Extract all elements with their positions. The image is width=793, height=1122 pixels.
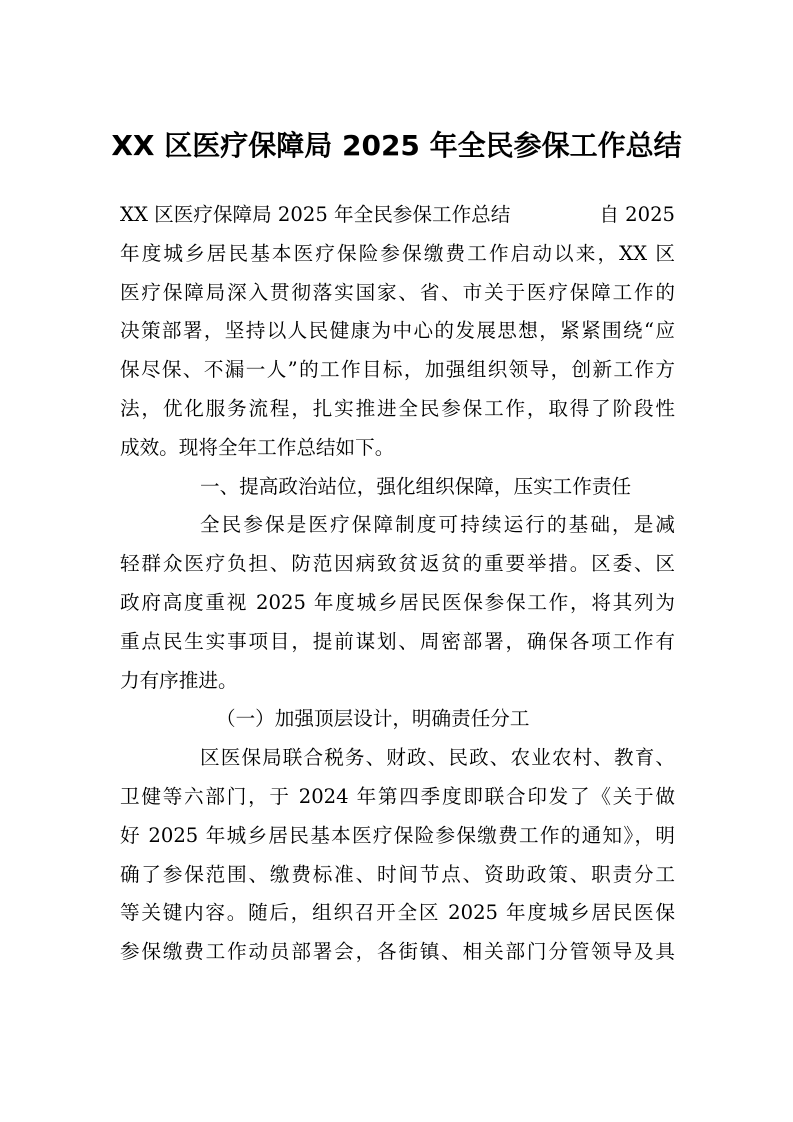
paragraph-line: 决策部署，坚持以人民健康为中心的发展思想，紧紧围绕“应: [120, 319, 675, 343]
paragraph-line: 好 2025 年城乡居民基本医疗保险参保缴费工作的通知》，明: [120, 823, 675, 847]
intro-line: [120, 196, 675, 235]
subsection-heading: （一）加强顶层设计，明确责任分工: [216, 707, 530, 731]
paragraph-line: 重点民生实事项目，提前谋划、周密部署，确保各项工作有: [120, 629, 675, 653]
paragraph-line: 政府高度重视 2025 年度城乡居民医保参保工作，将其列为: [120, 590, 675, 614]
paragraph-line: 确了参保范围、缴费标准、时间节点、资助政策、职责分工: [120, 862, 675, 886]
paragraph-line: 法，优化服务流程，扎实推进全民参保工作，取得了阶段性: [120, 396, 675, 420]
paragraph-line: 参保缴费工作动员部署会，各街镇、相关部门分管领导及具: [120, 940, 675, 964]
section-heading: 一、提高政治站位，强化组织保障，压实工作责任: [200, 474, 632, 498]
paragraph-line: 区医保局联合税务、财政、民政、农业农村、教育、: [200, 746, 675, 770]
paragraph-line: 轻群众医疗负担、防范因病致贫返贫的重要举措。区委、区: [120, 552, 675, 576]
intro-start-text: 自 2025: [599, 203, 675, 226]
paragraph-line: 卫健等六部门，于 2024 年第四季度即联合印发了《关于做: [120, 784, 675, 808]
paragraph-line: 医疗保障局深入贯彻落实国家、省、市关于医疗保障工作的: [120, 280, 675, 304]
paragraph-line: 力有序推进。: [120, 668, 238, 692]
paragraph-line: 等关键内容。随后，组织召开全区 2025 年度城乡居民医保: [120, 901, 675, 925]
paragraph-line: 保尽保、不漏一人”的工作目标，加强组织领导，创新工作方: [120, 358, 675, 382]
paragraph-line: 全民参保是医疗保障制度可持续运行的基础，是减: [200, 513, 675, 537]
document-title: XX 区医疗保障局 2025 年全民参保工作总结: [111, 129, 682, 162]
paragraph-line: 成效。现将全年工作总结如下。: [120, 435, 395, 459]
document-body: [120, 196, 675, 972]
paragraph-line: 年度城乡居民基本医疗保险参保缴费工作启动以来，XX 区: [120, 241, 675, 265]
intro-repeated-title: XX 区医疗保障局 2025 年全民参保工作总结: [120, 203, 511, 226]
